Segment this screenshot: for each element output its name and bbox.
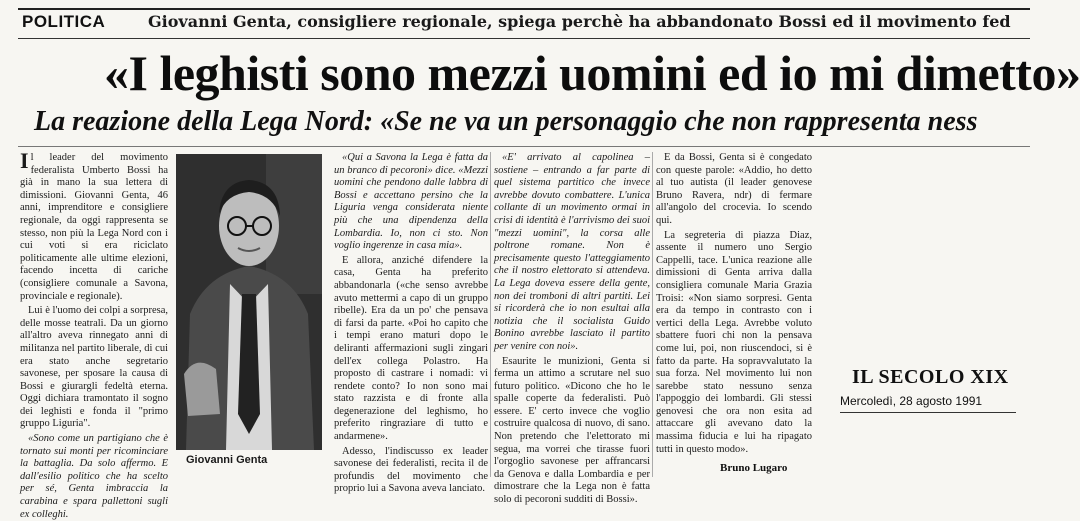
column-divider (490, 152, 491, 477)
paragraph: Esaurite le munizioni, Genta si ferma un attimo a scrutare nel suo futuro politico. «Dicono che ho le spalle coperte da federalisti. Può essere. E' certo invece che voglio costruire qualcosa di nuovo, di sano. Non pretendo che l'elettorato mi segua, ma vorrei che tirasse fuori l'orgoglio savonese per affrancarsi da Genova e dalla Lombardia e per dimostrare che la Lega non è fatta solo di pecoroni sudditi di Bossi». (494, 355, 650, 506)
paragraph: Adesso, l'indiscusso ex leader savonese dei federalisti, recita il de profundis del movimento che proprio lui a Savona aveva lanciato. (334, 445, 488, 495)
section-rule (18, 38, 1030, 39)
paragraph: «Qui a Savona la Lega è fatta da un branco di pecoroni» dice. «Mezzi uomini che pendono dalle labbra di Bossi e accettano persino che la Liguria venga considerata niente più che una dipendenza della Lombardia. Io, non ci sto. Non voglio ingerenze in casa mia». (334, 152, 488, 252)
masthead-rule (840, 412, 1016, 413)
photo-caption: Giovanni Genta (186, 454, 268, 466)
paragraph: Il leader del movimento federalista Umberto Bossi ha già in mano la sua lettera di dimissioni. Giovanni Genta, 46 anni, imprenditore e consigliere regionale, da oggi rappresenta se stesso, non più la Lega Nord con i cui voti si era riciclato politicamente alle ultime elezioni, facendo incetta di cariche (consigliere comunale a Savona, provinciale e regionale). (20, 148, 168, 302)
paragraph: E allora, anziché difendere la casa, Genta ha preferito abbandonarla («che senso avrebbe avuto mettermi a capo di un gruppo ribelle). Era da un po' che pensava di farsi da parte. «Poi ho capito che i tempi erano maturi dopo le deliranti affermazioni sugli zingari dell'ex collega Polastro. Ha proposto di castrare i nomadi: vi rendete conto? Io non sono mai stato razzista e di fronte alla degenerazione del leghismo, ho preferito ringraziare di tutto e andarmene». (334, 254, 488, 443)
paragraph: E da Bossi, Genta si è congedato con queste parole: «Addio, ho detto al tuo autista (il leader genovese Bruno Ravera, ndr) di fermare all'angolo del crocevia. Io scendo qui. (656, 152, 812, 226)
portrait-photo (176, 154, 322, 450)
drop-cap: I (20, 148, 29, 173)
article-column-2 (334, 152, 488, 495)
paragraph: «E' arrivato al capolinea – sostiene – entrando a far parte di quel sistema partitico che invece avrebbe dovuto combattere. L'unica collante di un movimento ormai in crisi di identità è l'arrivismo dei suoi "mezzi uomini", la corsa alle poltrone romane. Non è precisamente questo l'atteggiamento che il nostro elettorato si attendeva. La Lega doveva essere della gente, non dei tromboni di altri partiti. Lei si ricorderà che io non esultai alla notizia che il socialista Guido Bonino avrebbe lasciato il partito per venire con noi». (494, 152, 650, 352)
newspaper-masthead: IL SECOLO XIX (852, 366, 1009, 388)
article-column-1 (20, 148, 168, 520)
byline: Bruno Lugaro (720, 462, 788, 474)
top-rule (18, 8, 1030, 10)
body-rule (18, 146, 1030, 147)
paragraph: Lui è l'uomo dei colpi a sorpresa, delle mosse teatrali. Da un giorno all'altro aveva rinnegato anni di militanza nel partito liberale, di cui era stato anche segretario savonese, per sposare la causa di Bossi e giurargli fedeltà eterna. Oggi dichiara tramontato il sogno dei leghisti e fonda il "primo gruppo Liguria". (20, 305, 168, 430)
paragraph: «Sono come un partigiano che è tornato sui monti per ricominciare la battaglia. Da solo affermo. E dall'esilio politico che ha scelto per sé, Genta imbraccia la carabina e spara pallettoni sugli ex colleghi. (20, 433, 168, 520)
article-column-4 (656, 152, 812, 477)
kicker: Giovanni Genta, consigliere regionale, spiega perchè ha abbandonato Bossi ed il movimento fed (148, 12, 1011, 31)
headline: «I leghisti sono mezzi uomini ed io mi dimetto» (104, 45, 1080, 101)
subheadline: La reazione della Lega Nord: «Se ne va un personaggio che non rappresenta ness (34, 106, 978, 137)
paragraph: La segreteria di piazza Diaz, assente il numero uno Sergio Cappelli, tace. L'unica reazione alle dimissioni di Genta arriva dalla consigliera comunale Maria Grazia Troisi: «Non siamo sorpresi. Genta era da tempo in contrasto con i vertici della Lega. Avrebbe voluto sbattere fuori chi non la pensava come lui, poi, non riuscendoci, si è fatto da parte. Ha sopravvalutato la sua forza. Nel movimento lui non sarebbe stato nessuno senza l'appoggio dei lombardi. Gli stessi genovesi che ora non esita ad attaccare gli avevano dato la massima fiducia e lui ha ripagato tutti in questo modo». (656, 229, 812, 455)
dateline: Mercoledì, 28 agosto 1991 (840, 394, 983, 408)
article-column-3 (494, 152, 650, 506)
portrait-illustration (176, 154, 322, 450)
column-divider (652, 152, 653, 477)
section-label: POLITICA (22, 12, 106, 31)
